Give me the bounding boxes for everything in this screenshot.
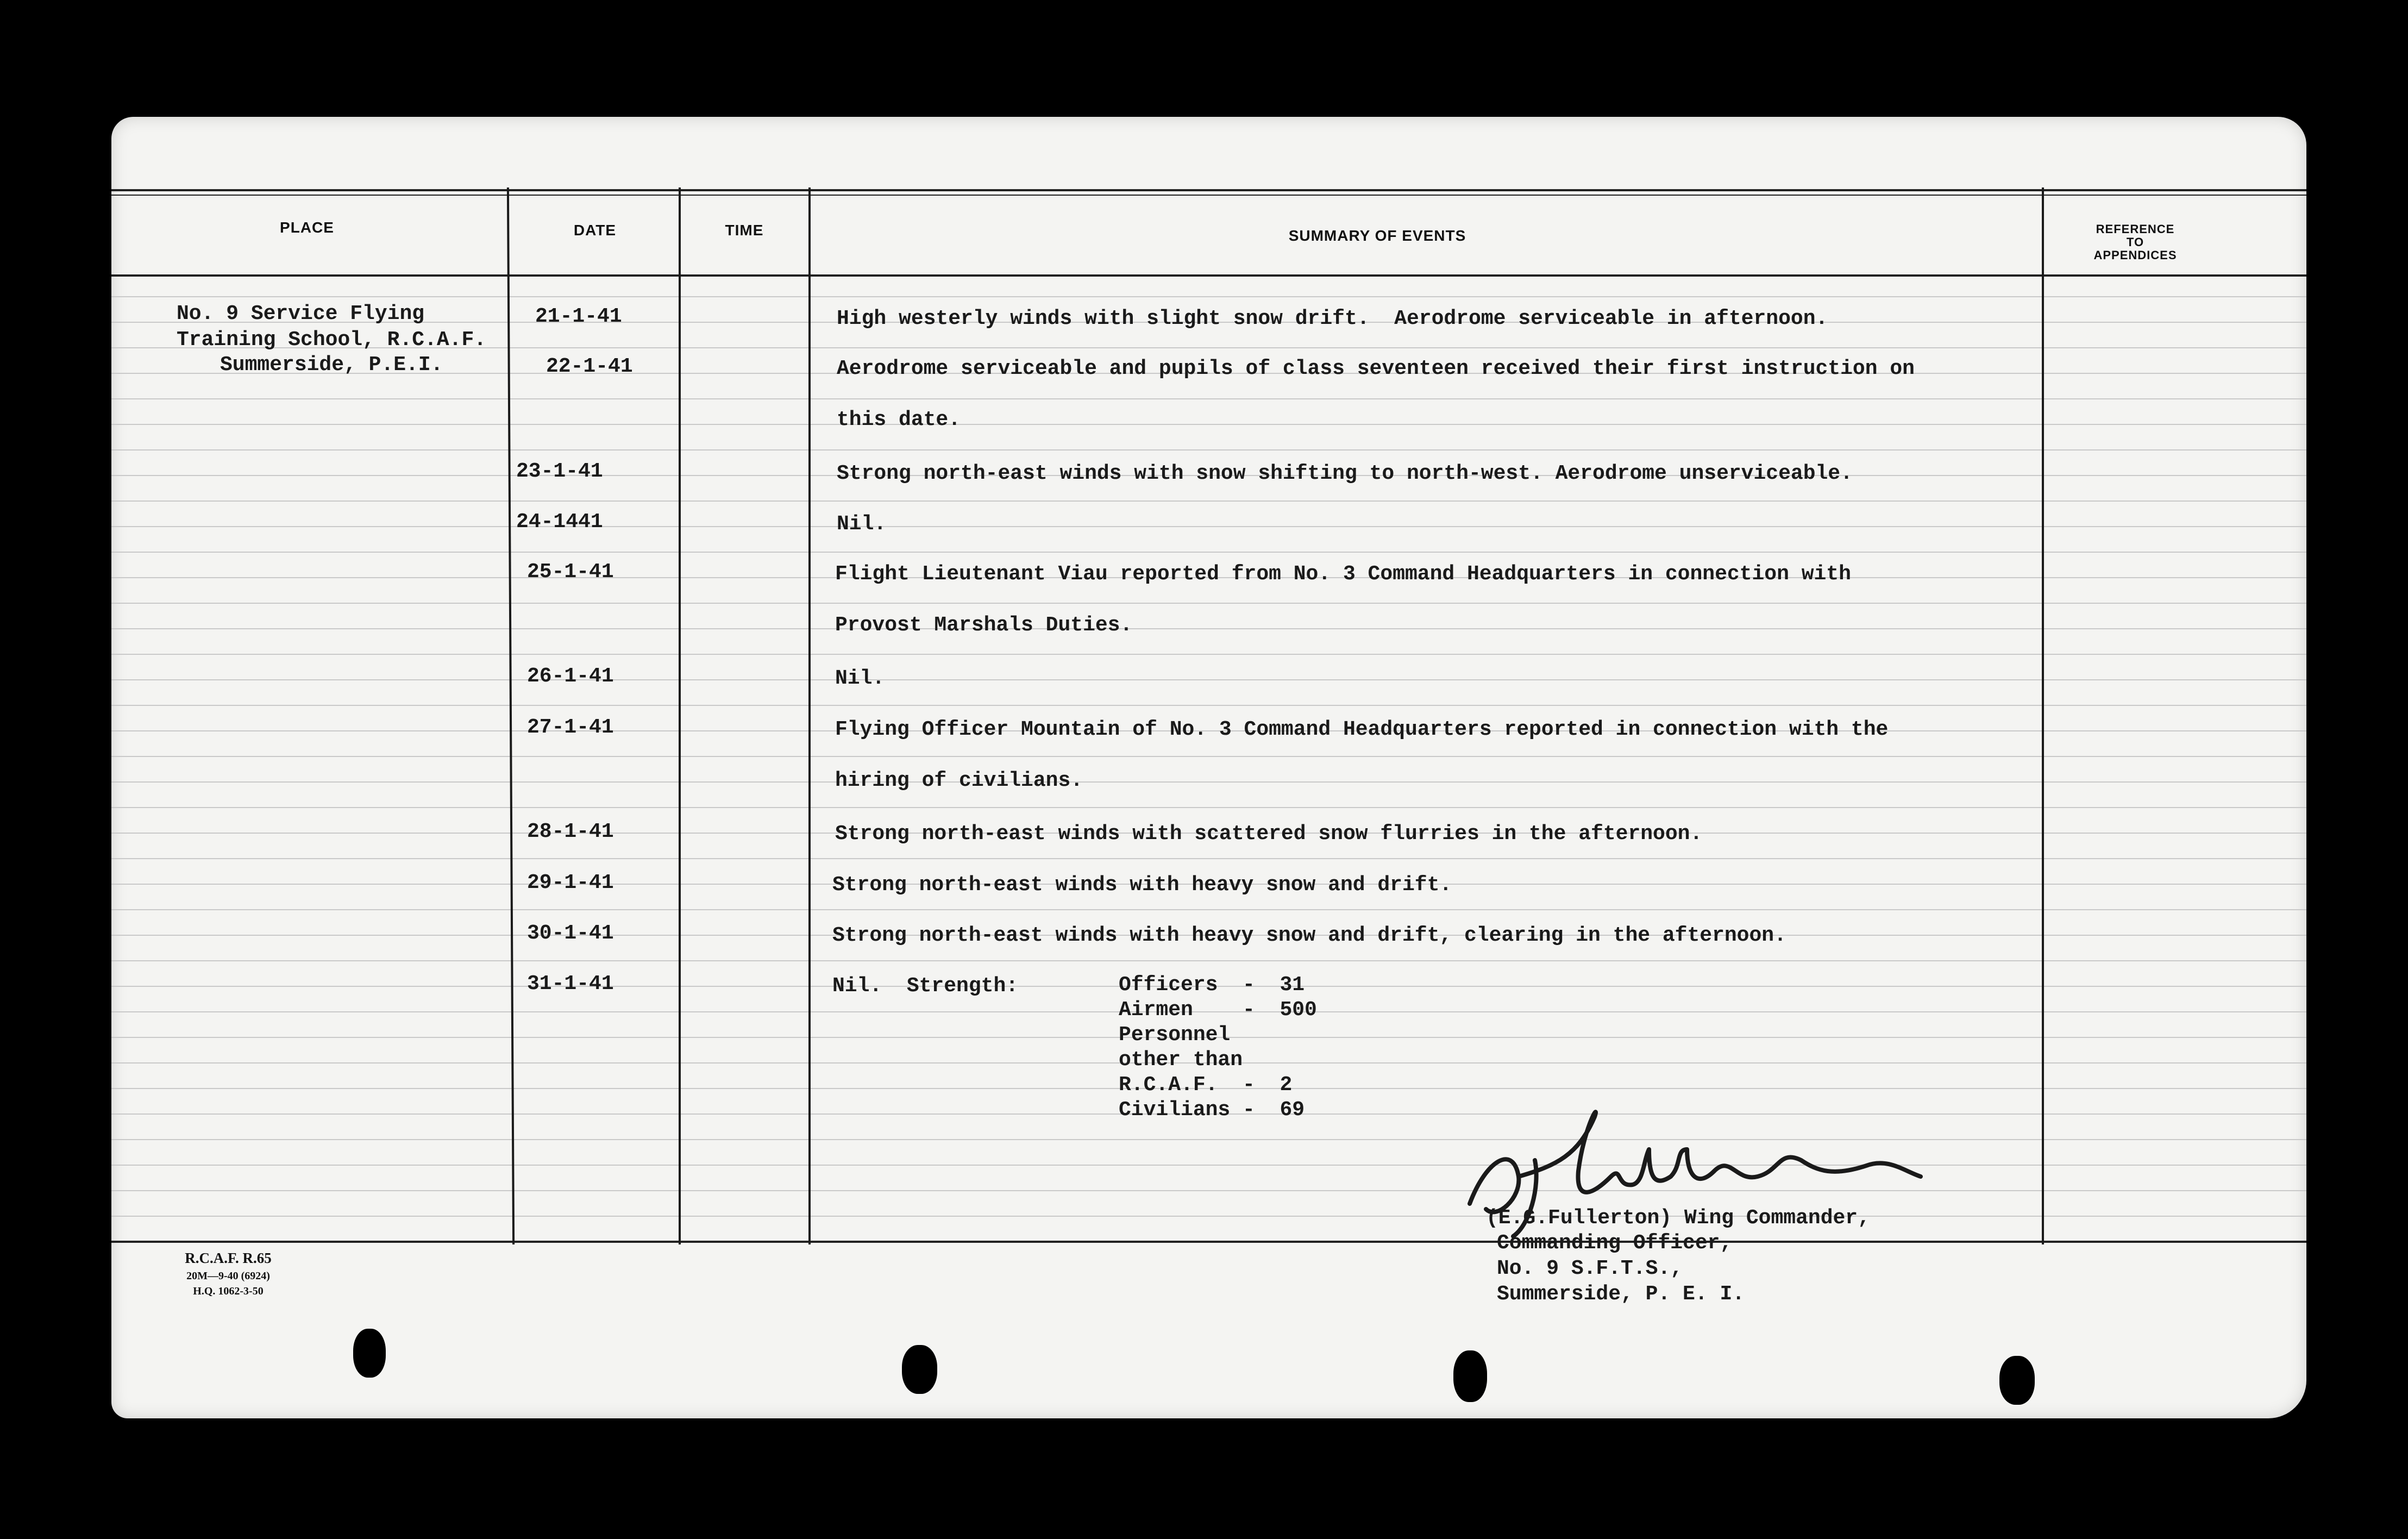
signature-line-1: (E.G.Fullerton) Wing Commander, bbox=[1486, 1206, 1870, 1230]
header-date: DATE bbox=[573, 222, 617, 239]
entry-summary-line: this date. bbox=[837, 408, 961, 431]
signature-line-4: Summerside, P. E. I. bbox=[1497, 1283, 1745, 1306]
ruled-line bbox=[111, 603, 2306, 604]
entry-date: 27-1-41 bbox=[527, 716, 614, 739]
header-summary: SUMMARY OF EVENTS bbox=[1288, 227, 1466, 244]
entry-summary-line: Strong north-east winds with scattered snow flurries in the afternoon. bbox=[835, 822, 1703, 846]
entry-date: 30-1-41 bbox=[527, 922, 614, 945]
entry-date: 31-1-41 bbox=[527, 972, 614, 996]
place-line-2: Training School, R.C.A.F. bbox=[177, 328, 487, 352]
entry-summary-line: hiring of civilians. bbox=[835, 769, 1083, 792]
header-reference: REFERENCE TO APPENDICES bbox=[2093, 222, 2177, 262]
ruled-line bbox=[111, 1165, 2306, 1166]
ruled-line bbox=[111, 526, 2306, 527]
ruled-line bbox=[111, 909, 2306, 910]
signature-line-3: No. 9 S.F.T.S., bbox=[1497, 1257, 1683, 1280]
ruled-line bbox=[111, 501, 2306, 502]
entry-date: 26-1-41 bbox=[527, 665, 614, 688]
entry-summary-line: Flying Officer Mountain of No. 3 Command Headquarters reported in connection with the bbox=[835, 718, 1889, 741]
strength-officers: Officers - 31 bbox=[1119, 973, 1305, 997]
form-number-3: H.Q. 1062-3-50 bbox=[193, 1285, 264, 1297]
entry-summary-line: High westerly winds with slight snow drift. Aerodrome serviceable in afternoon. bbox=[837, 307, 1828, 330]
entry-summary-line: Strong north-east winds with heavy snow and drift, clearing in the afternoon. bbox=[832, 924, 1786, 947]
entry-date: 24-1441 bbox=[516, 510, 603, 534]
ruled-line bbox=[111, 424, 2306, 425]
entry-summary-line: Strong north-east winds with heavy snow and drift. bbox=[832, 873, 1452, 897]
ruled-line bbox=[111, 1190, 2306, 1191]
ruled-line bbox=[111, 398, 2306, 399]
divider-summary-reference bbox=[2042, 187, 2044, 1244]
divider-time-summary bbox=[808, 187, 811, 1244]
punch-hole-2 bbox=[902, 1345, 937, 1394]
form-number-2: 20M—9-40 (6924) bbox=[186, 1270, 270, 1282]
place-line-1: No. 9 Service Flying bbox=[177, 302, 425, 326]
ruled-line bbox=[111, 756, 2306, 757]
ruled-line bbox=[111, 807, 2306, 808]
divider-place-date bbox=[507, 187, 515, 1244]
ruled-line bbox=[111, 1139, 2306, 1140]
ruled-line bbox=[111, 858, 2306, 859]
record-card bbox=[111, 117, 2306, 1418]
ruled-line bbox=[111, 552, 2306, 553]
footer-rule bbox=[111, 1241, 2306, 1243]
entry-date: 22-1-41 bbox=[546, 355, 633, 378]
header-time: TIME bbox=[725, 222, 764, 239]
header-place: PLACE bbox=[280, 219, 334, 236]
entry-date: 29-1-41 bbox=[527, 871, 614, 894]
entry-summary-line: Provost Marshals Duties. bbox=[835, 614, 1133, 637]
punch-hole-1 bbox=[353, 1329, 386, 1378]
ruled-line bbox=[111, 679, 2306, 680]
entry-summary-line: Nil. Strength: bbox=[832, 974, 1019, 998]
ruled-line bbox=[111, 960, 2306, 961]
entry-summary-line: Strong north-east winds with snow shifting to north-west. Aerodrome unserviceable. bbox=[837, 462, 1853, 485]
header-top-rule-2 bbox=[111, 195, 2306, 196]
ruled-line bbox=[111, 449, 2306, 451]
ruled-line bbox=[111, 628, 2306, 629]
strength-rcaf: R.C.A.F. - 2 bbox=[1119, 1073, 1293, 1097]
entry-summary-line: Nil. bbox=[837, 512, 887, 536]
ruled-line bbox=[111, 1216, 2306, 1217]
divider-date-time bbox=[679, 187, 681, 1244]
entry-date: 21-1-41 bbox=[535, 305, 622, 328]
entry-summary-line: Flight Lieutenant Viau reported from No. 3 Command Headquarters in connection with bbox=[835, 562, 1851, 586]
strength-personnel-2: other than bbox=[1119, 1048, 1243, 1072]
entry-summary-line: Nil. bbox=[835, 667, 885, 690]
place-line-3: Summerside, P.E.I. bbox=[220, 353, 443, 377]
strength-personnel-1: Personnel bbox=[1119, 1023, 1231, 1047]
entry-summary-line: Aerodrome serviceable and pupils of class seventeen received their first instruction on bbox=[837, 357, 1915, 380]
strength-civilians: Civilians - 69 bbox=[1119, 1098, 1305, 1122]
header-bottom-rule bbox=[111, 274, 2306, 277]
header-top-rule bbox=[111, 189, 2306, 191]
ruled-line bbox=[111, 781, 2306, 783]
ruled-line bbox=[111, 654, 2306, 655]
form-number-1: R.C.A.F. R.65 bbox=[185, 1250, 272, 1266]
signature-line-2: Commanding Officer, bbox=[1497, 1231, 1733, 1255]
punch-hole-3 bbox=[1453, 1350, 1487, 1402]
punch-hole-4 bbox=[1999, 1356, 2035, 1405]
entry-date: 28-1-41 bbox=[527, 820, 614, 843]
ruled-line bbox=[111, 296, 2306, 297]
entry-date: 23-1-41 bbox=[516, 460, 603, 483]
strength-airmen: Airmen - 500 bbox=[1119, 998, 1317, 1022]
ruled-line bbox=[111, 705, 2306, 706]
entry-date: 25-1-41 bbox=[527, 560, 614, 584]
